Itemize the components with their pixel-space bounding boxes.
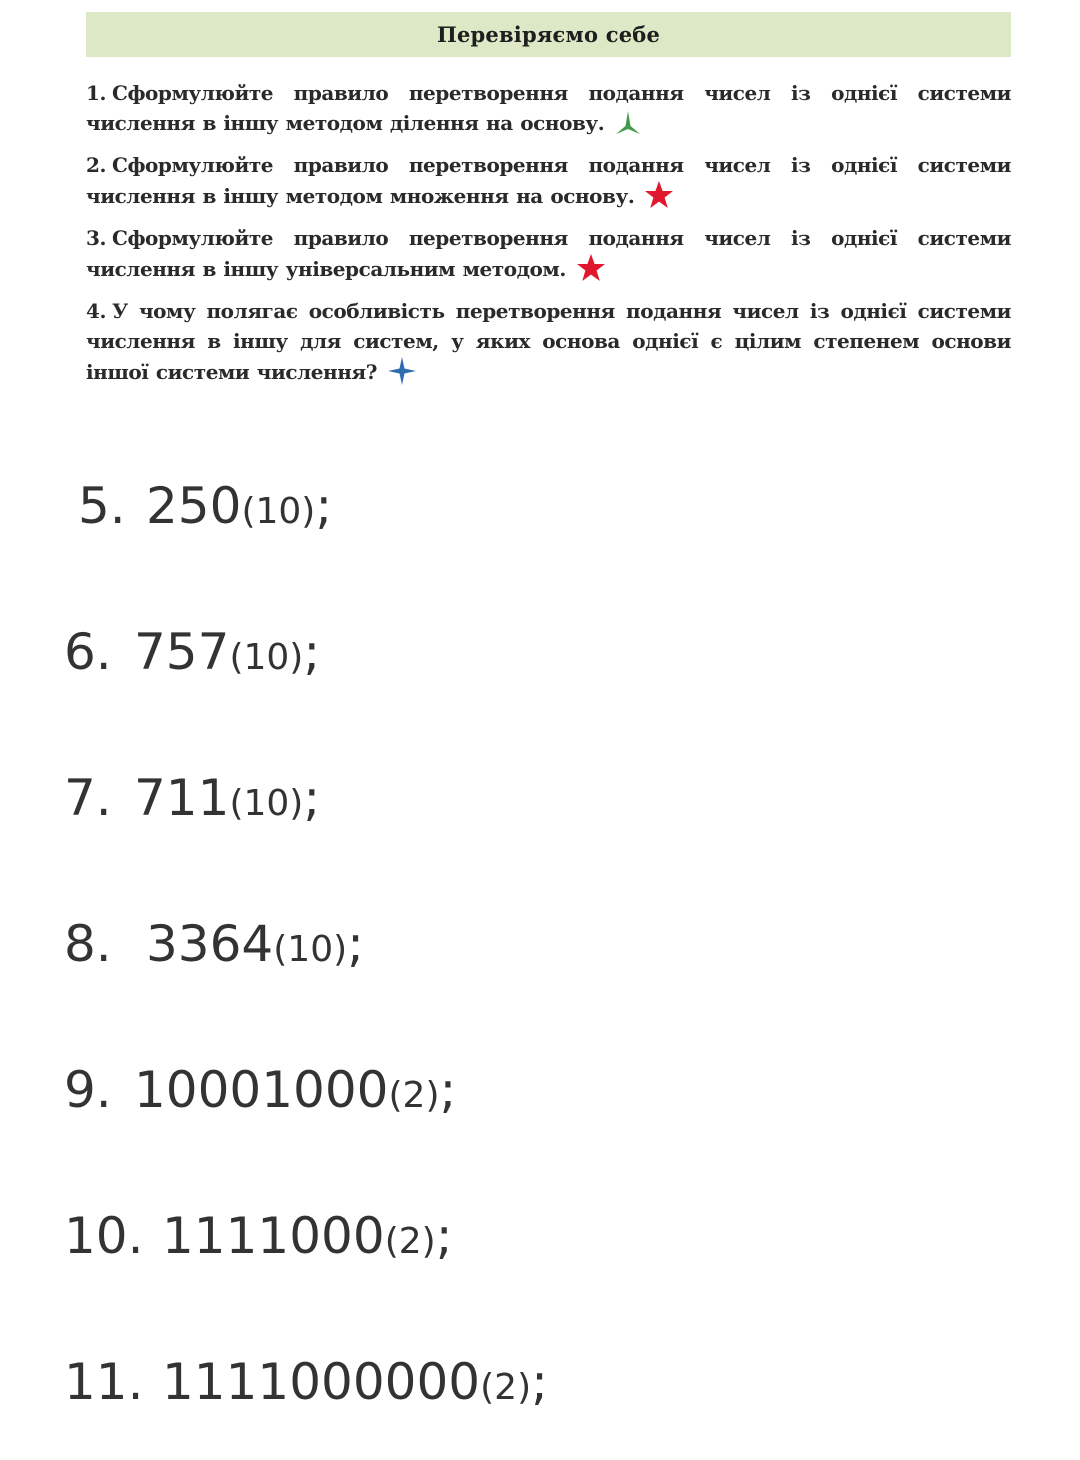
exercise-suffix: ;	[303, 769, 321, 827]
exercise-number: 7.	[64, 769, 112, 827]
exercise-value: 3364	[146, 915, 274, 973]
exercise-base: (10)	[229, 783, 304, 824]
exercise-base: (2)	[388, 1075, 440, 1116]
question-text: Сформулюйте правило перетворення подання чисел із однієї системи числення в іншу методом ділення на основу.	[86, 81, 1011, 135]
exercise-value: 1111000000	[162, 1353, 481, 1411]
exercise-value: 1111000	[162, 1207, 385, 1265]
question-text: У чому полягає особливість перетворення подання чисел із однієї системи числення в іншу для систем, у яких основа однієї є цілим степенем основи іншої системи числення?	[86, 299, 1011, 384]
exercise-item	[64, 1352, 548, 1418]
question-number: 3.	[86, 226, 106, 250]
exercise-number: 10.	[64, 1207, 144, 1265]
question-number: 2.	[86, 153, 106, 177]
exercise-suffix: ;	[347, 915, 365, 973]
exercise-value: 757	[134, 623, 230, 681]
exercise-suffix: ;	[435, 1207, 453, 1265]
question-number: 4.	[86, 299, 106, 323]
exercise-value: 10001000	[134, 1061, 389, 1119]
exercise-number: 9.	[64, 1061, 112, 1119]
exercise-base: (2)	[480, 1367, 532, 1408]
exercise-suffix: ;	[315, 477, 333, 535]
exercise-base: (2)	[384, 1221, 436, 1262]
exercise-item	[78, 476, 332, 542]
exercise-item	[64, 768, 320, 834]
exercise-number: 11.	[64, 1353, 144, 1411]
question-text: Сформулюйте правило перетворення подання чисел із однієї системи числення в іншу методом множення на основу.	[86, 153, 1011, 208]
exercise-value: 711	[134, 769, 230, 827]
exercise-suffix: ;	[439, 1061, 457, 1119]
question-text: Сформулюйте правило перетворення подання чисел із однієї системи числення в іншу універсальним методом.	[86, 226, 1011, 281]
section-title: Перевіряємо себе	[436, 22, 661, 47]
exercise-base: (10)	[273, 929, 348, 970]
exercise-number: 6.	[64, 623, 112, 681]
exercise-item	[64, 1206, 453, 1272]
question-number: 1.	[86, 81, 106, 105]
exercise-item	[64, 1060, 456, 1126]
exercise-base: (10)	[241, 491, 316, 532]
exercise-item	[64, 914, 364, 980]
exercise-number: 8.	[64, 915, 112, 973]
exercise-suffix: ;	[303, 623, 321, 681]
exercise-number: 5.	[78, 477, 126, 535]
exercise-base: (10)	[229, 637, 304, 678]
exercise-value: 250	[146, 477, 242, 535]
exercise-item	[64, 622, 320, 688]
exercise-suffix: ;	[531, 1353, 548, 1411]
